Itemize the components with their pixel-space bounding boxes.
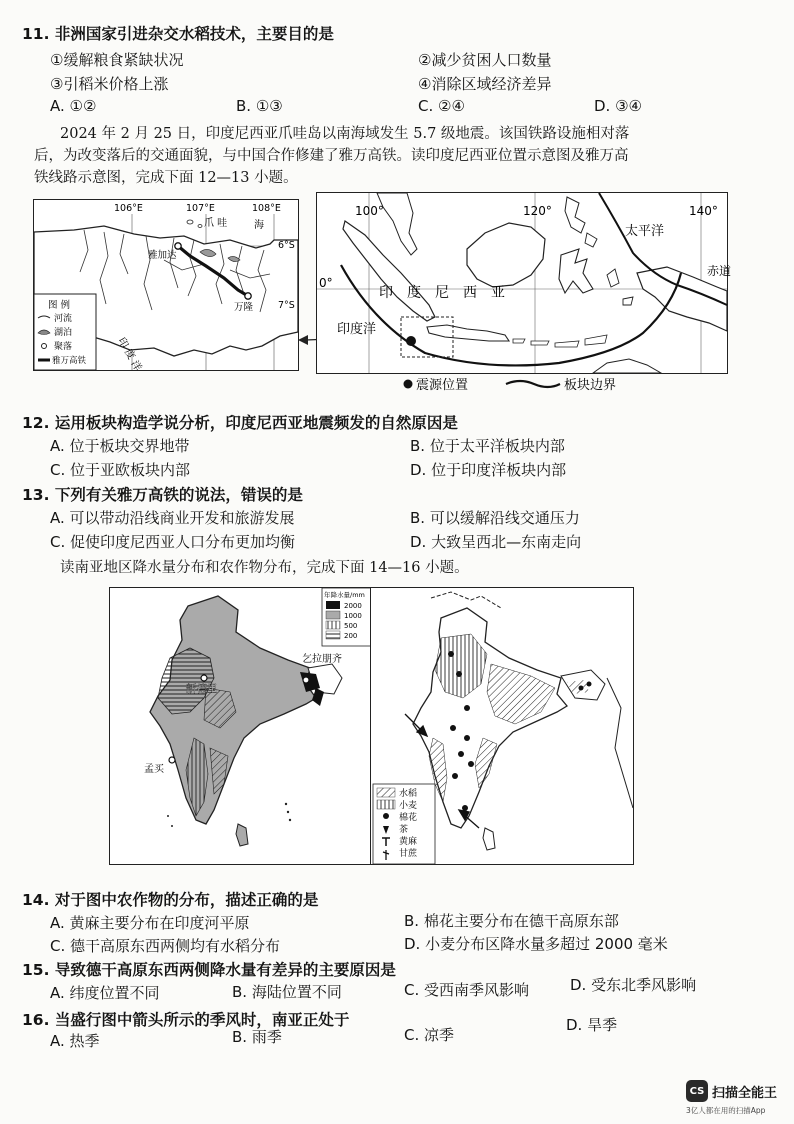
india-outline-crops	[413, 608, 567, 828]
jakarta-label: 雅加达	[148, 250, 177, 261]
q15-option-c: C. 受西南季风影响	[404, 981, 530, 999]
precip-2000-swatch	[326, 601, 340, 609]
legend-plate-boundary: 板块边界	[564, 378, 617, 393]
q13-stem: 13. 下列有关雅万高铁的说法，错误的是	[22, 486, 303, 504]
q15-option-a: A. 纬度位置不同	[50, 984, 160, 1002]
q13-option-a: A. 可以带动沿线商业开发和旅游发展	[50, 509, 295, 527]
q14-option-c: C. 德干高原东西两侧均有水稻分布	[50, 937, 281, 955]
q11-item-1: ①缓解粮食紧缺状况	[50, 51, 184, 69]
passage1-line2: 后，为改变落后的交通面貌，与中国合作修建了雅万高铁。读印度尼西亚位置示意图及雅万高	[34, 148, 629, 164]
passage1-line3: 铁线路示意图，完成下面 12—13 小题。	[34, 170, 298, 186]
sumatra-island	[343, 221, 435, 321]
indian-ocean-label-java: 印 度 洋	[115, 336, 144, 373]
q12-option-a: A. 位于板块交界地带	[50, 437, 190, 455]
q12-option-b: B. 位于太平洋板块内部	[410, 437, 565, 455]
wheat-legend-icon	[377, 800, 395, 809]
legend-rice: 水稻	[399, 789, 418, 799]
mumbai-marker	[169, 757, 175, 763]
passage2: 读南亚地区降水量分布和农作物分布，完成下面 14—16 小题。	[60, 560, 469, 576]
lon-107-label: 107°E	[186, 203, 215, 214]
q11-option-a: A. ①②	[50, 97, 97, 115]
q16-option-d: D. 旱季	[566, 1016, 618, 1034]
q14-option-d: D. 小麦分布区降水量多超过 2000 毫米	[404, 935, 668, 953]
south-asia-precipitation-map	[109, 587, 373, 865]
lon-140-label: 140°	[689, 204, 718, 218]
legend-jute: 黄麻	[399, 837, 418, 847]
pacific-label: 太平洋	[625, 224, 665, 239]
legend-cotton: 棉花	[399, 813, 418, 823]
java-railway-map	[33, 199, 299, 371]
cherrapunji-marker	[303, 677, 309, 683]
precip-2000-label: 2000	[344, 602, 362, 610]
indonesia-location-map	[316, 192, 732, 374]
equator-label: 赤道	[707, 264, 732, 278]
indian-ocean-label: 印度洋	[337, 322, 377, 337]
precipitation-map-svg	[110, 588, 372, 864]
scanner-brand: 扫描全能王	[712, 1086, 778, 1101]
south-asia-crop-map	[370, 587, 634, 865]
java-island	[427, 325, 509, 341]
q11-item-3: ③引稻米价格上涨	[50, 75, 169, 93]
lon-108-label: 108°E	[252, 203, 281, 214]
delhi-marker	[201, 675, 207, 681]
q12-stem: 12. 运用板块构造学说分析，印度尼西亚地震频发的自然原因是	[22, 414, 458, 432]
epicenter-legend-icon	[404, 380, 413, 389]
legend-tea: 茶	[399, 825, 409, 835]
legend-river: 河流	[54, 314, 73, 324]
bandung-marker	[245, 293, 251, 299]
settlement-legend-icon	[42, 344, 47, 349]
indonesia-label: 印 度 尼 西 亚	[379, 285, 505, 301]
precip-1000-label: 1000	[344, 612, 362, 620]
legend-lake: 湖泊	[54, 328, 73, 338]
q16-option-c: C. 凉季	[404, 1026, 455, 1044]
legend-railway: 雅万高铁	[52, 356, 87, 366]
sulawesi-island	[559, 249, 593, 293]
precip-200-swatch	[326, 631, 340, 639]
crop-legend	[373, 784, 435, 864]
q16-option-a: A. 热季	[50, 1032, 100, 1050]
precip-1000-swatch	[326, 611, 340, 619]
q14-stem: 14. 对于图中农作物的分布，描述正确的是	[22, 891, 319, 909]
lat-7s-label: 7°S	[278, 300, 295, 311]
delhi-label: 新德里	[186, 683, 218, 695]
q15-option-b: B. 海陆位置不同	[232, 983, 342, 1001]
legend-sugarcane: 甘蔗	[399, 849, 418, 859]
scanner-logo-icon: CS	[686, 1080, 708, 1102]
cotton-legend-icon	[383, 813, 389, 819]
java-map-svg	[34, 200, 298, 373]
precip-500-swatch	[326, 621, 340, 629]
lon-100-label: 100°	[355, 204, 384, 218]
q16-stem: 16. 当盛行图中箭头所示的季风时，南亚正处于	[22, 1011, 350, 1029]
precip-legend-title: 年降水量/mm	[324, 591, 365, 599]
borneo-island	[467, 223, 545, 287]
q15-stem: 15. 导致德干高原东西两侧降水量有差异的主要原因是	[22, 961, 396, 979]
java-map-legend	[34, 294, 96, 370]
legend-wheat: 小麦	[399, 801, 418, 811]
java-label: 爪 哇	[204, 218, 228, 229]
q11-option-b: B. ①③	[236, 97, 283, 115]
legend-title: 图 例	[48, 300, 71, 311]
epicenter-marker	[406, 336, 416, 346]
scanner-slogan: 3亿人都在用的扫描App	[686, 1106, 766, 1115]
precip-500-label: 500	[344, 622, 358, 630]
lat-6s-label: 6°S	[278, 240, 295, 251]
q11-option-d: D. ③④	[594, 97, 642, 115]
q13-option-b: B. 可以缓解沿线交通压力	[410, 509, 580, 527]
q16-option-b: B. 雨季	[232, 1028, 282, 1046]
q11-item-4: ④消除区域经济差异	[418, 75, 552, 93]
q15-option-d: D. 受东北季风影响	[570, 976, 697, 994]
q11-item-2: ②减少贫困人口数量	[418, 51, 552, 69]
q14-option-b: B. 棉花主要分布在德干高原东部	[404, 912, 619, 930]
indonesia-map-legend	[398, 374, 648, 394]
q12-option-d: D. 位于印度洋板块内部	[410, 461, 567, 479]
crop-map-svg	[371, 588, 633, 864]
mumbai-label: 孟买	[144, 764, 164, 775]
precip-200-label: 200	[344, 632, 358, 640]
q11-stem: 11. 非洲国家引进杂交水稻技术，主要目的是	[22, 25, 334, 43]
lon-120-label: 120°	[523, 204, 552, 218]
equator-0-label: 0°	[319, 276, 333, 290]
rice-legend-icon	[377, 788, 395, 797]
plate-boundary-legend-icon	[506, 381, 560, 387]
cherrapunji-label: 乞拉朋齐	[302, 654, 342, 665]
q12-option-c: C. 位于亚欧板块内部	[50, 461, 191, 479]
q14-option-a: A. 黄麻主要分布在印度河平原	[50, 914, 250, 932]
bandung-label: 万隆	[234, 302, 254, 313]
jakarta-marker	[175, 243, 181, 249]
passage1-line1: 2024 年 2 月 25 日，印度尼西亚爪哇岛以南海域发生 5.7 级地震。该国铁路设施相对落	[60, 126, 630, 142]
q13-option-c: C. 促使印度尼西亚人口分布更加均衡	[50, 533, 296, 551]
q11-option-c: C. ②④	[418, 97, 465, 115]
lon-106-label: 106°E	[114, 203, 143, 214]
indonesia-map-svg	[317, 193, 732, 373]
legend-epicenter: 震源位置	[416, 378, 469, 393]
legend-settlement: 聚落	[54, 342, 73, 352]
sea-label: 海	[254, 220, 264, 231]
q13-option-d: D. 大致呈西北—东南走向	[410, 533, 582, 551]
precipitation-legend	[322, 588, 372, 646]
